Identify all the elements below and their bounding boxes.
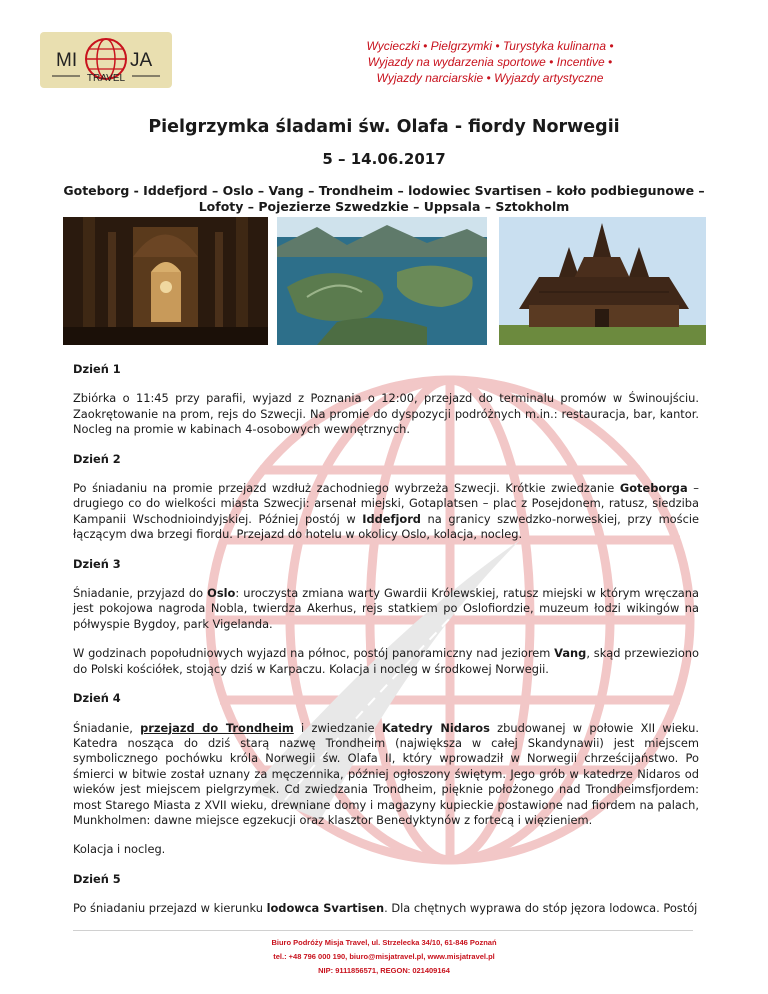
logo-text-left: MI (56, 50, 78, 71)
tagline-line: Wyjazdy na wydarzenia sportowe • Incentive • (367, 55, 613, 69)
day-heading: Dzień 1 (73, 362, 121, 376)
text-run: W godzinach popołudniowych wyjazd na północ, postój panoramiczny nad jeziorem (73, 646, 555, 661)
footer-divider (73, 930, 693, 931)
logo-text-right: JA (130, 50, 153, 71)
text-run: Śniadanie, przyjazd do (73, 586, 208, 601)
text-run: i zwiedzanie (293, 720, 382, 735)
emphasis-text: przejazd do Trondheim (140, 720, 294, 735)
text-run: , skąd przewieziono do Polski kościółek, stojący dziś w Karpaczu. Kolacja i nocleg w środkowej Norwegii. (73, 646, 699, 676)
text-run: na granicy szwedzko-norweskiej, przy moście łączącym dwa brzegi fiordu. Przejazd do hotelu w okolicy Oslo, kolacja, nocleg. (73, 511, 699, 542)
day-heading: Dzień 3 (73, 556, 121, 571)
day-paragraph (73, 721, 699, 829)
day-paragraph: Kolacja i nocleg. (73, 842, 166, 857)
trip-route: Goteborg - Iddefjord – Oslo – Vang – Trondheim – lodowiec Svartisen – koło podbiegunowe – Lofoty – Pojezierze Szwedzkie – Uppsala – Sztokholm (63, 183, 705, 214)
trip-dates: 5 – 14.06.2017 (322, 150, 446, 168)
text-run: Śniadanie, (73, 720, 141, 735)
day-paragraph (73, 586, 699, 632)
day-paragraph (73, 646, 699, 677)
page-title: Pielgrzymka śladami św. Olafa - fiordy Norwegii (148, 117, 620, 137)
photo-cathedral-interior (63, 217, 268, 345)
day-paragraph (73, 901, 699, 916)
text-run: Po śniadaniu na promie przejazd wzdłuż zachodniego wybrzeża Szwecji. Krótkie zwiedzanie (73, 481, 620, 496)
day-paragraph: Zbiórka o 11:45 przy parafii, wyjazd z Poznania o 12:00, przejazd do terminalu promów w Świnoujściu. Zaokrętowanie na prom, rejs do Szwecji. Na promie do dyspozycji podróżnych m.in.: restauracja, bar, kantor. Nocleg na promie w kabinach 4-osobowych wewnętrznych. (73, 391, 699, 437)
text-run: – drugiego co do wielkości miasta Szwecji: arsenał miejski, Gotaplatsen – plac z Posejdonem, ratusz, siedziba Kampanii Wschodnioindyjskiej. Później postój w (73, 481, 699, 526)
photo-stave-church (499, 217, 706, 345)
day-heading: Dzień 5 (73, 871, 121, 886)
place-name: Oslo (207, 586, 236, 601)
text-run: zbudowanej w połowie XII wieku. Katedra nosząca do dziś starą nazwę Trondheim (największa w całej Skandynawii) jest miejscem symbolicznego pochówku króla Norwegii św. Olafa II, który wprowadził w Norwegii chrześcijaństwo. Po śmierci w bitwie został uznany za męczennika, później ogłoszony świętym. Jego grób w katedrze Nidaros od wieków jest miejscem pielgrzymek. Cd zwiedzania Trondheim, pięknie położonego nad Trondheimsfjordem: most Starego Miasta z XVII wieku, drewniane domy i magazyny kupieckie postawione nad fiordem na palach, Munkholmen: dawne miejsce egzekucji oraz klasztor Benedyktynów z fortecą i więzieniem. (73, 720, 699, 827)
footer (0, 936, 768, 978)
footer-line: NIP: 9111856571, REGON: 021409164 (318, 966, 450, 975)
logo-text-sub: TRAVEL (86, 73, 126, 84)
tagline-line: Wycieczki • Pielgrzymki • Turystyka kulinarna • (366, 39, 614, 53)
day-paragraph (73, 481, 699, 543)
tagline (300, 38, 680, 86)
tagline-line: Wyjazdy narciarskie • Wyjazdy artystyczne (376, 71, 604, 85)
footer-line: Biuro Podróży Misja Travel, ul. Strzelecka 34/10, 61-846 Poznań (271, 938, 497, 947)
place-name: Goteborga (619, 481, 688, 496)
footer-line: tel.: +48 796 000 190, biuro@misjatravel.pl, www.misjatravel.pl (273, 952, 495, 961)
place-name: Iddefjord (362, 511, 421, 526)
place-name: Vang (554, 646, 587, 661)
text-run: : uroczysta zmiana warty Gwardii Królewskiej, ratusz miejski w którym wręczana jest pokojowa nagroda Nobla, twierdza Akerhus, rejs statkiem po Oslofiordzie, muzeum łodzi wikingów na półwyspie Bygdoy, park Vigelanda. (73, 586, 699, 631)
text-run: . Dla chętnych wyprawa do stóp jęzora lodowca. Postój (384, 901, 698, 916)
place-name: Katedry Nidaros (381, 720, 490, 735)
day-heading: Dzień 2 (73, 451, 121, 466)
day-heading: Dzień 4 (73, 691, 121, 706)
misja-travel-logo (40, 32, 172, 88)
itinerary (73, 362, 699, 931)
place-name: lodowca Svartisen (266, 901, 385, 916)
text-run: Po śniadaniu przejazd w kierunku (73, 901, 267, 916)
photo-lofoten-fjord (277, 217, 487, 345)
